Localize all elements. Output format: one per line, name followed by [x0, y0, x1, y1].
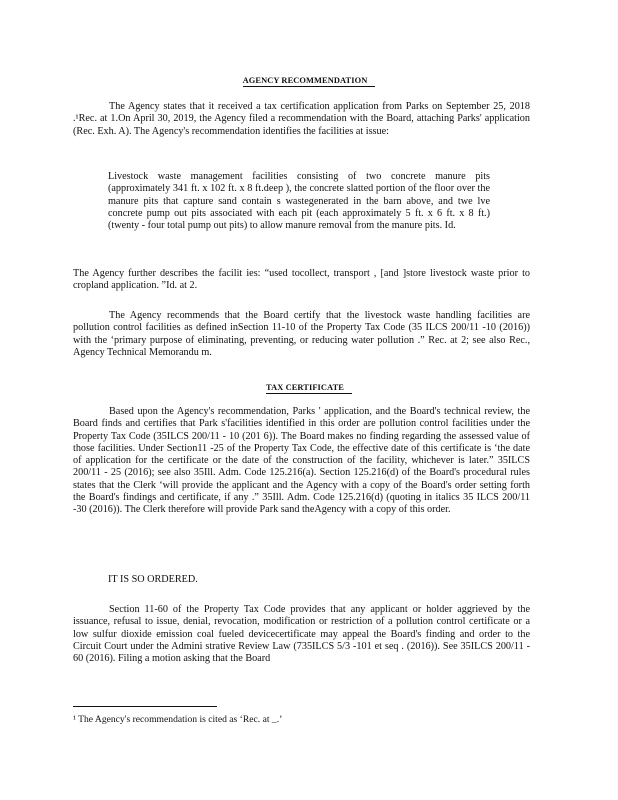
paragraph-tax-certificate: Based upon the Agency's recommendation, Parks ' application, and the Board's technical review, the Board finds and certifies that Park s'facilities identified in this order are pollution control facilities under the Property Tax Code (35ILCS 200/11 - 10 (201 6)). The Board makes no finding regarding the assessed value of those facilities. Under Section11 -25 of the Property Tax Code, the effective date of this certificate is ‘the date of application for the certificate or the date of the construction of the facility, whichever is later.” 35ILCS 200/11 - 25 (2016); see also 35Ill. Adm. Code 125.216(a). Section 125.216(d) of the Board's procedural rules states that the Clerk ‘will provide the applicant and the Agency with a copy of the Board's order setting forth the Board's findings and certificate, if any .” 35Ill. Adm. Code 125.216(d) (quoting in italics 35 ILCS 200/11 -30 (2016)). The Clerk therefore will provide Park sand theAgency with a copy of this order.: [73, 406, 530, 516]
section-heading-agency-recommendation: AGENCY RECOMMENDATION: [0, 76, 618, 87]
order-statement: IT IS SO ORDERED.: [108, 574, 198, 585]
section-heading-tax-certificate: TAX CERTIFICATE: [0, 383, 618, 394]
footnote-divider: [73, 706, 217, 707]
paragraph-intro: The Agency states that it received a tax certification application from Parks on September 25, 2018 .¹Rec. at 1.On April 30, 2019, the Agency filed a recommendation with the Board, attaching Parks' application (Rec. Exh. A). The Agency's recommendation identifies the facilities at issue:: [73, 101, 530, 137]
paragraph-agency-recommends: The Agency recommends that the Board certify that the livestock waste handling facilities are pollution control facilities as defined inSection 11-10 of the Property Tax Code (35 ILCS 200/11 -10 (2016)) with the ‘primary purpose of eliminating, preventing, or reducing water pollution .” Rec. at 2; see also Rec., Agency Technical Memorandu m.: [73, 310, 530, 358]
paragraph-appeal-rights: Section 11-60 of the Property Tax Code provides that any applicant or holder aggrieved by the issuance, refusal to issue, denial, revocation, modification or restriction of a pollution control certificate or a low sulfur dioxide emission coal fueled devicecertificate may appeal the Board's finding and order to the Circuit Court under the Admini strative Review Law (735ILCS 5/3 -101 et seq . (2016)). See 35ILCS 200/11 - 60 (2016). Filing a motion asking that the Board: [73, 604, 530, 665]
block-quote-facilities: Livestock waste management facilities consisting of two concrete manure pits (approximately 341 ft. x 102 ft. x 8 ft.deep ), the concrete slatted portion of the floor over the manure pits that capture sand contain s wastegenerated in the barn above, and twe lve concrete pump out pits associated with each pit (each approximately 5 ft. x 6 ft. x 8 ft.) (twenty - four total pump out pits) to allow manure removal from the manure pits. Id.: [108, 171, 490, 232]
footnote-1: ¹ The Agency's recommendation is cited as ‘Rec. at _.’: [73, 714, 283, 725]
paragraph-facility-description: The Agency further describes the facilit ies: “used tocollect, transport , [and ]store livestock waste prior to cropland application. ”Id. at 2.: [73, 268, 530, 292]
